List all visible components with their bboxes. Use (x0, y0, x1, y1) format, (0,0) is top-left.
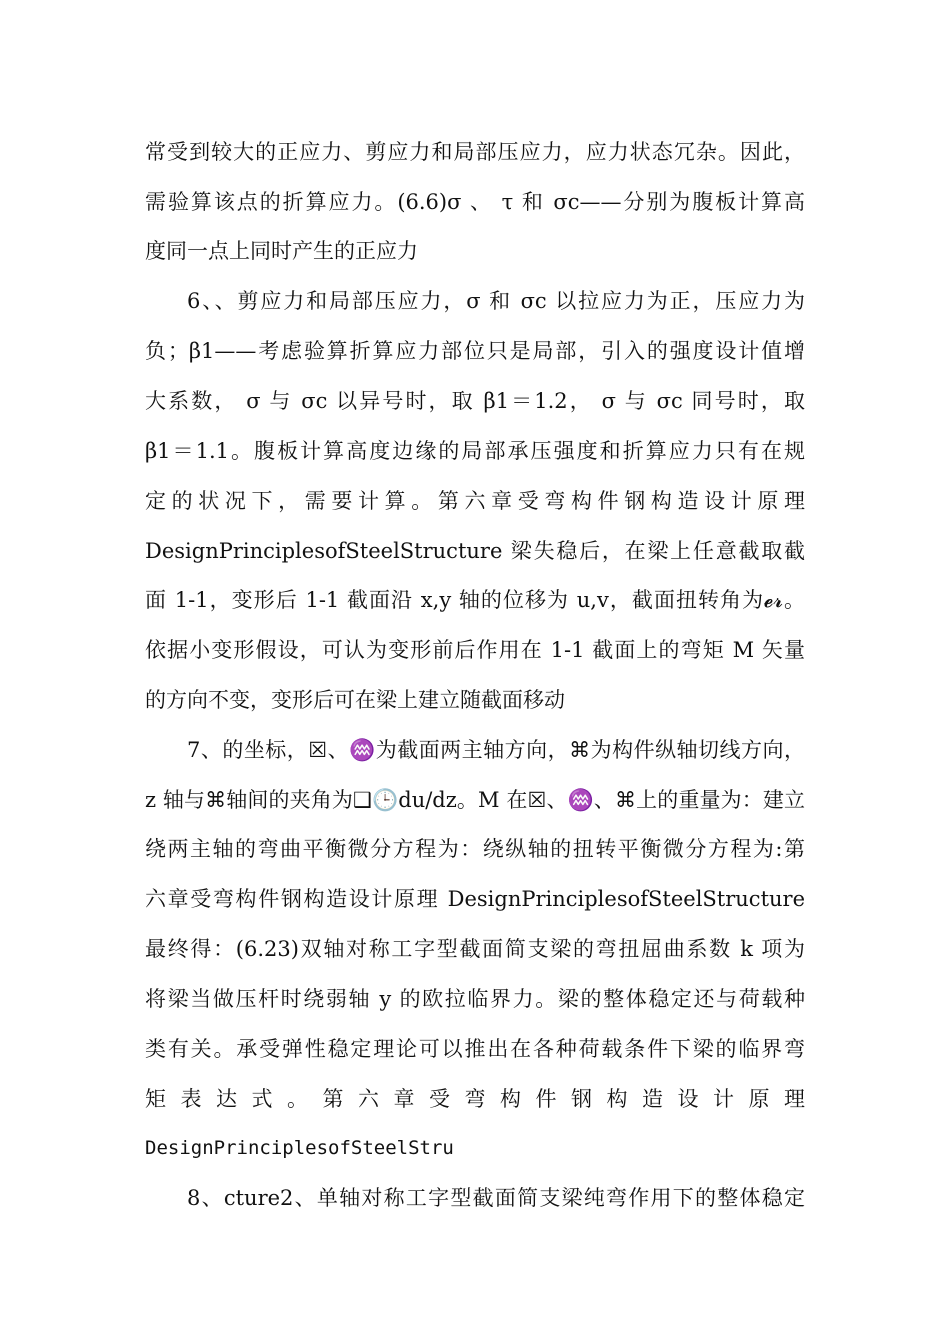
paragraph-3-line-9: DesignPrinciplesofSteelStru (145, 1137, 454, 1159)
paragraph-3-line-8: 矩表达式。第六章受弯构件钢构造设计原理 (145, 1087, 805, 1111)
paragraph-3-line-6: 将梁当做压杆时绕弱轴 y 的欧拉临界力。梁的整体稳定还与荷载种 (145, 987, 805, 1011)
paragraph-2-line-1: 6、、剪应力和局部压应力，σ 和 σc 以拉应力为正，压应力为 (187, 289, 805, 313)
paragraph-4-line-1: 8、cture2、单轴对称工字型截面简支梁纯弯作用下的整体稳定 (187, 1186, 805, 1210)
paragraph-3-line-2: z 轴与⌘轴间的夹角为❑🕒du/dz。M 在☒、♒、⌘上的重量为：建立 (145, 788, 805, 812)
paragraph-3-line-3: 绕两主轴的弯曲平衡微分方程为：绕纵轴的扭转平衡微分方程为:第 (145, 837, 805, 861)
paragraph-2-line-8: 依据小变形假设，可认为变形前后作用在 1-1 截面上的弯矩 M 矢量 (145, 638, 805, 662)
paragraph-3-line-7: 类有关。承受弹性稳定理论可以推出在各种荷载条件下梁的临界弯 (145, 1037, 805, 1061)
paragraph-2-line-5: 定的状况下，需要计算。第六章受弯构件钢构造设计原理 (145, 489, 805, 513)
paragraph-3-line-1: 7、的坐标，☒、♒为截面两主轴方向，⌘为构件纵轴切线方向， (187, 738, 805, 762)
paragraph-3-line-5: 最终得：(6.23)双轴对称工字型截面简支梁的弯扭屈曲系数 k 项为 (145, 937, 805, 961)
paragraph-2-line-3: 大系数， σ 与 σc 以异号时，取 β1＝1.2， σ 与 σc 同号时，取 (145, 389, 805, 413)
paragraph-2-line-4: β1＝1.1。腹板计算高度边缘的局部承压强度和折算应力只有在规 (145, 439, 805, 463)
paragraph-2-line-2: 负；β1——考虑验算折算应力部位只是局部，引入的强度设计值增 (145, 339, 805, 363)
paragraph-1-line-2: 需验算该点的折算应力。(6.6)σ 、 τ 和 σc——分别为腹板计算高 (145, 190, 805, 214)
paragraph-1-line-1: 常受到较大的正应力、剪应力和局部压应力，应力状态冗杂。因此， (145, 140, 805, 164)
paragraph-1-line-3: 度同一点上同时产生的正应力 (145, 239, 418, 263)
paragraph-2-line-6: DesignPrinciplesofSteelStructure 梁失稳后，在梁上任意截取截 (145, 539, 805, 563)
paragraph-2-line-9: 的方向不变，变形后可在梁上建立随截面移动 (145, 688, 565, 712)
paragraph-2-line-7: 面 1-1，变形后 1-1 截面沿 x,y 轴的位移为 u,v，截面扭转角为𝓮𝓻。 (145, 588, 805, 612)
paragraph-3-line-4: 六章受弯构件钢构造设计原理 DesignPrinciplesofSteelStructure (145, 887, 805, 911)
